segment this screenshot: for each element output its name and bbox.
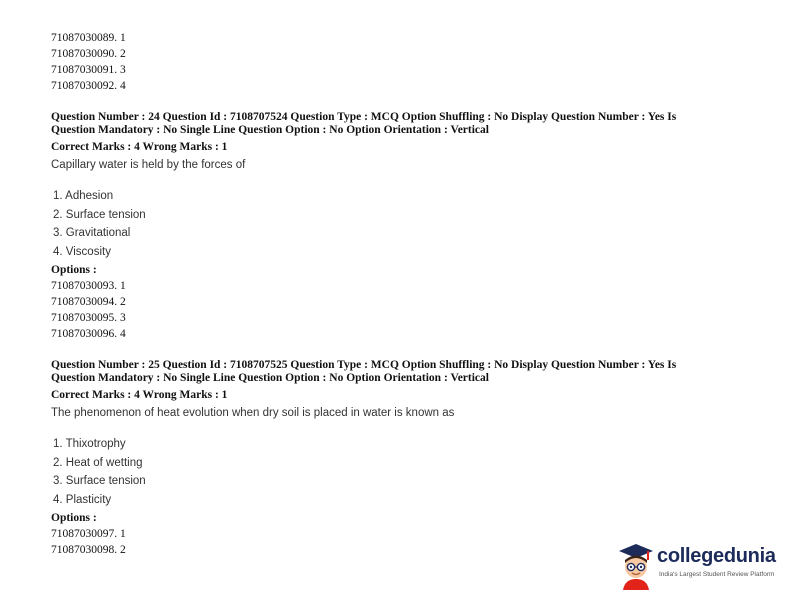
answer-option: 4. Viscosity: [53, 245, 111, 258]
option-code: 71087030093. 1: [51, 280, 126, 292]
brand-tagline: India's Largest Student Review Platform: [659, 571, 775, 578]
answer-options: [53, 435, 751, 509]
question-paper: [51, 30, 751, 558]
collegedunia-logo: [617, 543, 777, 591]
options-label: Options :: [51, 512, 97, 524]
option-code: 71087030092. 4: [51, 80, 126, 92]
option-code: 71087030095. 3: [51, 312, 126, 324]
option-code: 71087030089. 1: [51, 32, 126, 44]
answer-option: 3. Gravitational: [53, 227, 131, 239]
answer-options: [53, 187, 751, 261]
question-marks: Correct Marks : 4 Wrong Marks : 1: [51, 389, 228, 401]
answer-option: 1. Thixotrophy: [53, 438, 126, 450]
answer-option: 1. Adhesion: [53, 190, 114, 202]
question-marks: Correct Marks : 4 Wrong Marks : 1: [51, 141, 228, 153]
option-code: 71087030096. 4: [51, 328, 126, 340]
brand-name: collegedunia: [657, 545, 776, 567]
option-code: 71087030094. 2: [51, 296, 126, 308]
top-option-codes: [51, 30, 751, 94]
answer-option: 3. Surface tension: [53, 475, 146, 487]
option-code: 71087030090. 2: [51, 48, 126, 60]
option-code: 71087030091. 3: [51, 64, 126, 76]
mascot-icon: [617, 543, 655, 591]
options-label: Options :: [51, 264, 97, 276]
question-25: [51, 359, 751, 558]
answer-option: 2. Surface tension: [53, 208, 146, 221]
option-code: 71087030097. 1: [51, 528, 126, 540]
question-24: [51, 111, 751, 342]
answer-option: 4. Plasticity: [53, 493, 112, 506]
question-header: Question Number : 25 Question Id : 7108707525 Question Type : MCQ Option Shuffling : No Display Question Number : Yes Is Question Mandatory : No Single Line Question Option : No Option Orientation : Vertical: [51, 359, 677, 384]
question-text: Capillary water is held by the forces of: [51, 159, 246, 171]
question-text: The phenomenon of heat evolution when dry soil is placed in water is known as: [51, 407, 455, 419]
question-header: Question Number : 24 Question Id : 7108707524 Question Type : MCQ Option Shuffling : No Display Question Number : Yes Is Question Mandatory : No Single Line Question Option : No Option Orientation : Vertical: [51, 111, 677, 136]
answer-option: 2. Heat of wetting: [53, 456, 143, 469]
option-code: 71087030098. 2: [51, 544, 126, 556]
